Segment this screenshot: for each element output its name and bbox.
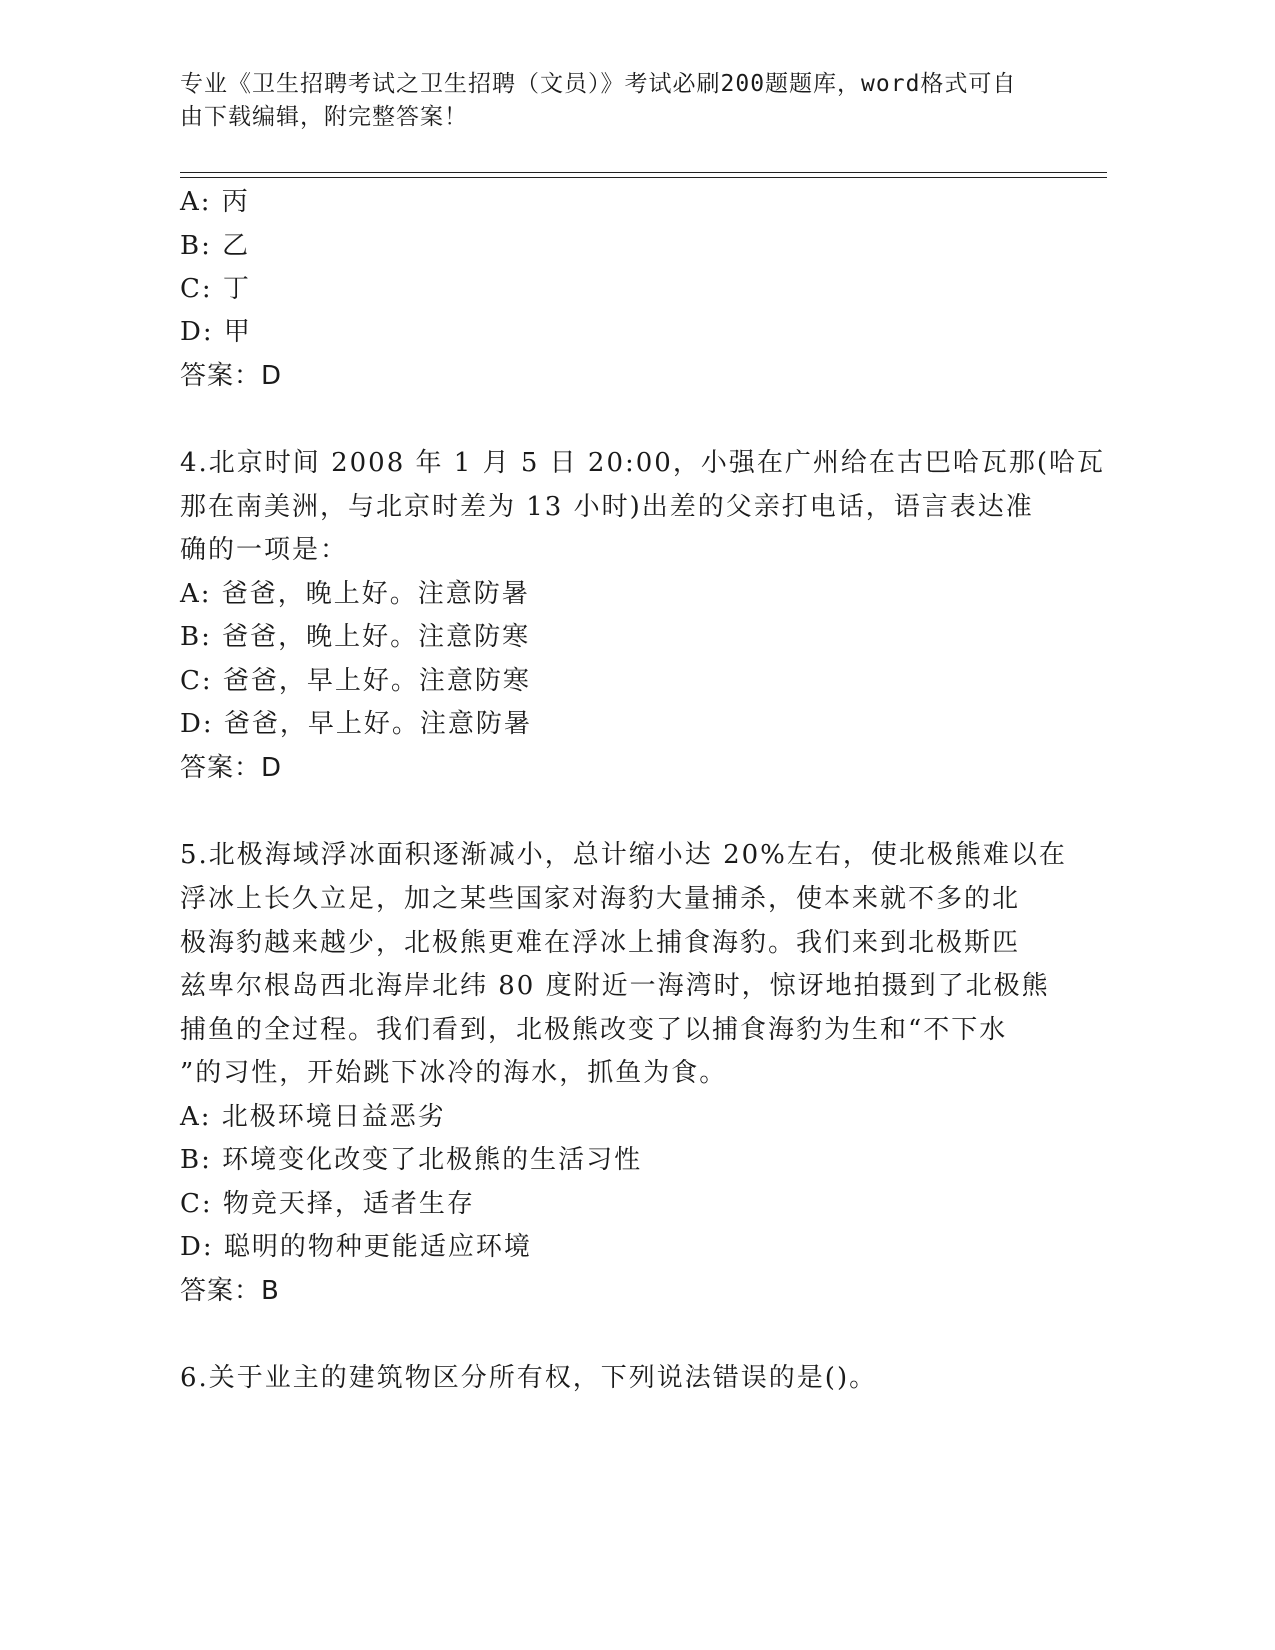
q5-option-d: D: 聪明的物种更能适应环境: [180, 1232, 532, 1262]
document-header: [180, 68, 1060, 134]
q5-answer: 答案：B: [180, 1276, 280, 1306]
q5-text-line-6: ”的习性，开始跳下冰冷的海水，抓鱼为食。: [180, 1058, 728, 1088]
q5-text-line-2: 浮冰上长久立足，加之某些国家对海豹大量捕杀，使本来就不多的北: [180, 884, 1021, 914]
q3-option-c: C: 丁: [180, 274, 251, 304]
q4-option-c: C: 爸爸，早上好。注意防寒: [180, 666, 531, 696]
q5-text-line-4: 兹卑尔根岛西北海岸北纬 80 度附近一海湾时，惊讶地拍摄到了北极熊: [180, 971, 1050, 1001]
header-divider-bottom: [180, 177, 1107, 178]
header-line-2: 由下载编辑，附完整答案！: [180, 104, 468, 130]
q5-option-a: A: 北极环境日益恶劣: [180, 1102, 446, 1132]
q5-option-b: B: 环境变化改变了北极熊的生活习性: [180, 1145, 643, 1175]
q4-answer: 答案：D: [180, 753, 283, 783]
q4-text-line-2: 那在南美洲，与北京时差为 13 小时)出差的父亲打电话，语言表达准: [180, 492, 1034, 522]
q4-option-b: B: 爸爸，晚上好。注意防寒: [180, 622, 531, 652]
q3-option-b: B: 乙: [180, 231, 251, 261]
q3-option-a: A: 丙: [180, 187, 250, 217]
q4-text-line-3: 确的一项是：: [180, 535, 349, 565]
q4-option-a: A: 爸爸，晚上好。注意防暑: [180, 579, 530, 609]
header-line-1: 专业《卫生招聘考试之卫生招聘（文员）》考试必刷200题题库，word格式可自: [180, 71, 1017, 97]
q5-text-line-1: 5.北极海域浮冰面积逐渐减小，总计缩小达 20%左右，使北极熊难以在: [180, 840, 1067, 870]
q5-option-c: C: 物竞天择，适者生存: [180, 1189, 475, 1219]
q6-text-line-1: 6.关于业主的建筑物区分所有权，下列说法错误的是()。: [180, 1363, 878, 1393]
q3-answer: 答案：D: [180, 361, 283, 391]
q3-option-d: D: 甲: [180, 317, 252, 347]
q4-text-line-1: 4.北京时间 2008 年 1 月 5 日 20:00，小强在广州给在古巴哈瓦那(哈瓦: [180, 448, 1105, 478]
q5-text-line-5: 捕鱼的全过程。我们看到，北极熊改变了以捕食海豹为生和“不下水: [180, 1015, 1008, 1045]
header-divider-top: [180, 172, 1107, 173]
q5-text-line-3: 极海豹越来越少，北极熊更难在浮冰上捕食海豹。我们来到北极斯匹: [180, 928, 1021, 958]
q4-option-d: D: 爸爸，早上好。注意防暑: [180, 709, 532, 739]
